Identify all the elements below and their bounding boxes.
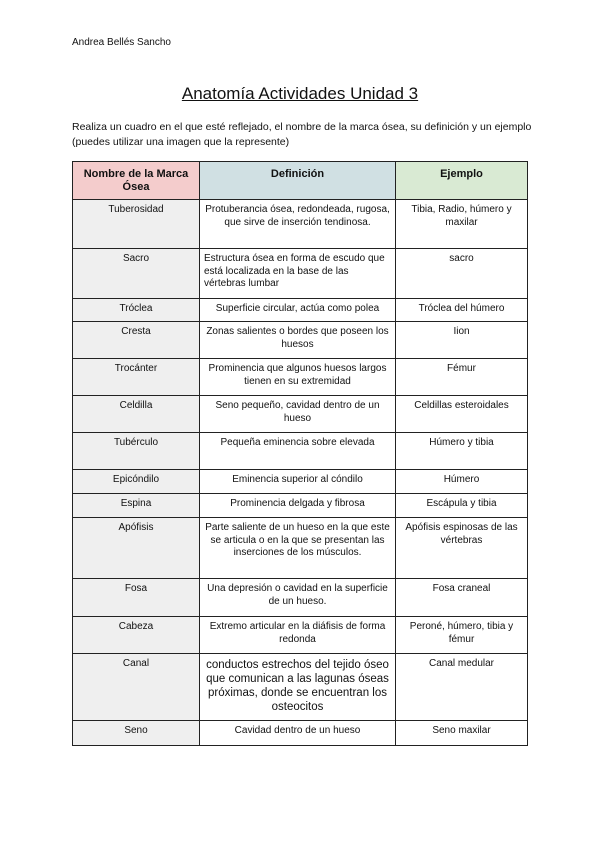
- cell-ejemplo: Iion: [396, 322, 528, 359]
- cell-nombre: Seno: [73, 721, 200, 746]
- cell-definicion: Superficie circular, actúa como polea: [200, 299, 396, 322]
- cell-definicion: Prominencia que algunos huesos largos tienen en su extremidad: [200, 359, 396, 396]
- cell-nombre: Sacro: [73, 249, 200, 299]
- intro-paragraph: Realiza un cuadro en el que esté reflejado, el nombre de la marca ósea, su definición y un ejemplo (puedes utilizar una imagen que la represente): [72, 121, 532, 148]
- cell-nombre: Tróclea: [73, 299, 200, 322]
- cell-nombre: Celdilla: [73, 396, 200, 433]
- bone-markings-table: [72, 161, 528, 746]
- header-nombre: Nombre de la Marca Ósea: [73, 162, 200, 200]
- table-row: [73, 617, 528, 654]
- cell-definicion: conductos estrechos del tejido óseo que comunican a las lagunas óseas próximas, donde se encuentran los osteocitos: [200, 654, 396, 721]
- cell-definicion: Eminencia superior al cóndilo: [200, 470, 396, 494]
- cell-nombre: Tuberosidad: [73, 200, 200, 249]
- table-row: [73, 299, 528, 322]
- table-row: [73, 470, 528, 494]
- cell-definicion: Zonas salientes o bordes que poseen los huesos: [200, 322, 396, 359]
- cell-ejemplo: sacro: [396, 249, 528, 299]
- cell-definicion: Extremo articular en la diáfisis de forma redonda: [200, 617, 396, 654]
- header-ejemplo: Ejemplo: [396, 162, 528, 200]
- table-row: [73, 494, 528, 518]
- cell-nombre: Canal: [73, 654, 200, 721]
- cell-ejemplo: Fosa craneal: [396, 579, 528, 617]
- cell-ejemplo: Tibia, Radio, húmero y maxilar: [396, 200, 528, 249]
- table-row: [73, 518, 528, 579]
- cell-definicion: Protuberancia ósea, redondeada, rugosa, que sirve de inserción tendinosa.: [200, 200, 396, 249]
- cell-nombre: Trocánter: [73, 359, 200, 396]
- cell-ejemplo: Seno maxilar: [396, 721, 528, 746]
- cell-ejemplo: Fémur: [396, 359, 528, 396]
- cell-definicion: Parte saliente de un hueso en la que este se articula o en la que se presentan las inserciones de los músculos.: [200, 518, 396, 579]
- document-title: Anatomía Actividades Unidad 3: [181, 84, 419, 103]
- table-row: [73, 396, 528, 433]
- table-row: [73, 200, 528, 249]
- cell-definicion: Una depresión o cavidad en la superficie de un hueso.: [200, 579, 396, 617]
- table-header-row: [73, 162, 528, 200]
- cell-ejemplo: Tróclea del húmero: [396, 299, 528, 322]
- cell-definicion: Prominencia delgada y fibrosa: [200, 494, 396, 518]
- cell-ejemplo: Apófisis espinosas de las vértebras: [396, 518, 528, 579]
- table-row: [73, 359, 528, 396]
- table-row: [73, 433, 528, 470]
- cell-nombre: Epicóndilo: [73, 470, 200, 494]
- table-row: [73, 721, 528, 746]
- header-definicion: Definición: [200, 162, 396, 200]
- cell-nombre: Apófisis: [73, 518, 200, 579]
- cell-nombre: Cresta: [73, 322, 200, 359]
- cell-ejemplo: Escápula y tibia: [396, 494, 528, 518]
- cell-ejemplo: Húmero: [396, 470, 528, 494]
- table-row: [73, 249, 528, 299]
- cell-definicion: Estructura ósea en forma de escudo que está localizada en la base de las vértebras lumbar: [200, 249, 396, 299]
- cell-nombre: Cabeza: [73, 617, 200, 654]
- cell-definicion: Pequeña eminencia sobre elevada: [200, 433, 396, 470]
- cell-ejemplo: Húmero y tibia: [396, 433, 528, 470]
- table-row: [73, 579, 528, 617]
- table-row: [73, 322, 528, 359]
- cell-definicion: Seno pequeño, cavidad dentro de un hueso: [200, 396, 396, 433]
- author-name: Andrea Bellés Sancho: [72, 37, 171, 48]
- table-row: [73, 654, 528, 721]
- cell-nombre: Espina: [73, 494, 200, 518]
- cell-ejemplo: Peroné, húmero, tibia y fémur: [396, 617, 528, 654]
- cell-ejemplo: Celdillas esteroidales: [396, 396, 528, 433]
- cell-ejemplo: Canal medular: [396, 654, 528, 721]
- cell-nombre: Tubérculo: [73, 433, 200, 470]
- cell-nombre: Fosa: [73, 579, 200, 617]
- cell-definicion: Cavidad dentro de un hueso: [200, 721, 396, 746]
